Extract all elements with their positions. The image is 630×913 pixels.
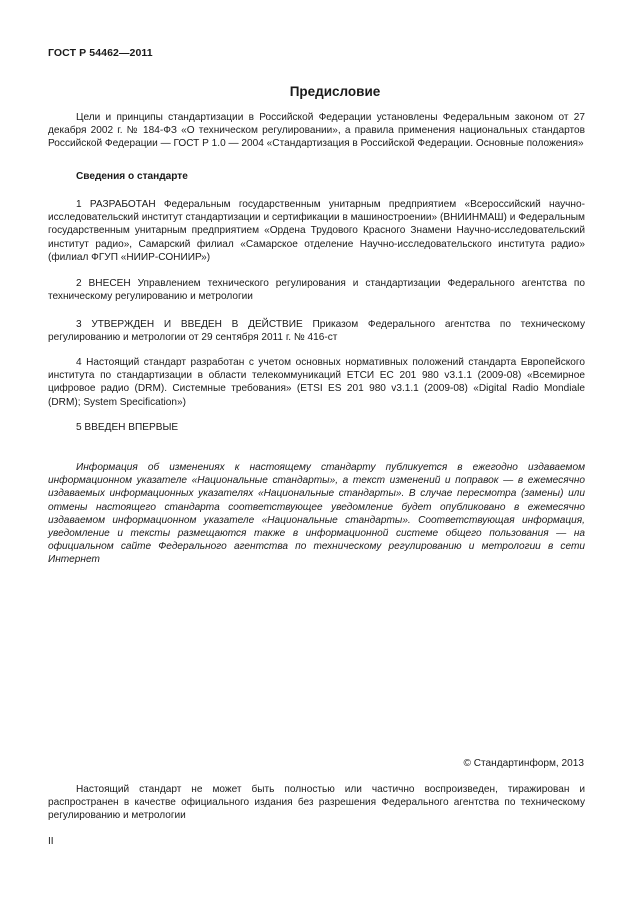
reproduction-notice: Настоящий стандарт не может быть полностью или частично воспроизведен, тиражирован и распространен в качестве официального издания без разрешения Федерального агентства по техническому регулированию и метрологии [48,784,585,822]
copyright-line: © Стандартинформ, 2013 [463,758,584,769]
document-code: ГОСТ Р 54462—2011 [48,47,153,59]
item-submitted: 2 ВНЕСЕН Управлением технического регулирования и стандартизации Федерального агентства по техническому регулированию и метрологии [48,278,585,303]
item-developed: 1 РАЗРАБОТАН Федеральным государственным унитарным предприятием «Всероссийский научно-исследовательский институт стандартизации и сертификации в машиностроении» (ВНИИНМАШ) и Федеральным государственным унитарным предприятием «Ордена Трудового Красного Знамени Научно-исследовательский институт радио», Самарский филиал «Самарское отделение Научно-исследовательского института радио» (филиал ФГУП «НИИР-СОНИИР») [48,199,585,263]
page-number: II [48,836,54,847]
intro-paragraph: Цели и принципы стандартизации в Российской Федерации установлены Федеральным законом от 27 декабря 2002 г. № 184-ФЗ «О техническом регулировании», а правила применения национальных стандартов Российской Федерации — ГОСТ Р 1.0 — 2004 «Стандартизация в Российской Федерации. Основные положения» [48,112,585,150]
item-approved: 3 УТВЕРЖДЕН И ВВЕДЕН В ДЕЙСТВИЕ Приказом Федерального агентства по техническому регулированию и метрологии от 29 сентября 2011 г. № 416-ст [48,319,585,344]
notice-paragraph: Информация об изменениях к настоящему стандарту публикуется в ежегодно издаваемом информационном указателе «Национальные стандарты», а текст изменений и поправок — в ежемесячно издаваемых информационных указателях «Национальные стандарты». В случае пересмотра (замены) или отмены настоящего стандарта соответствующее уведомление будет опубликовано в ежемесячно издаваемом информационном указателе «Национальные стандарты». Соответствующая информация, уведомление и тексты размещаются также в информационной системе общего пользования — на официальном сайте Федерального агентства по техническому регулированию и метрологии в сети Интернет [48,462,585,566]
page-title: Предисловие [289,84,381,99]
item-introduced: 5 ВВЕДЕН ВПЕРВЫЕ [76,422,179,433]
item-basis: 4 Настоящий стандарт разработан с учетом основных нормативных положений стандарта Европейского института по стандартизации в области телекоммуникаций ЕТСИ ЕС 201 980 v3.1.1 (2009-08) «Всемирное цифровое радио (DRM). Системные требования» (ETSI ES 201 980 v3.1.1 (2009-08) «Digital Radio Mondiale (DRM); System Specification») [48,357,585,408]
section-heading: Сведения о стандарте [76,171,188,182]
